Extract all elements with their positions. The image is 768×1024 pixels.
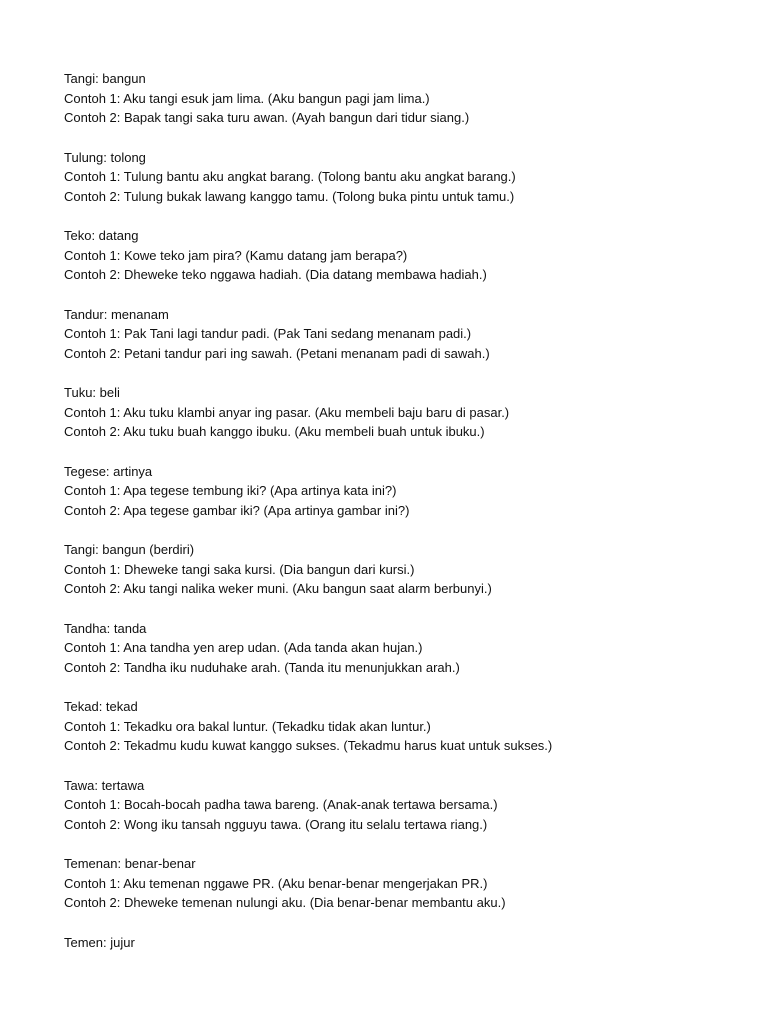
example-1: Contoh 1: Apa tegese tembung iki? (Apa artinya kata ini?) (64, 483, 397, 498)
entry-term: Tandur: menanam (64, 306, 169, 322)
entry-term: Teko: datang (64, 228, 139, 243)
document-body (64, 69, 744, 972)
entry-tandur (64, 305, 744, 364)
entry-tegese (64, 462, 744, 521)
entry-term: Tegese: artinya (64, 463, 153, 479)
example-2: Contoh 2: Aku tangi nalika weker muni. (Aku bangun saat alarm berbunyi.) (64, 581, 492, 596)
example-1: Contoh 1: Tulung bantu aku angkat barang. (Tolong bantu aku angkat barang.) (64, 169, 516, 184)
example-1: Contoh 1: Bocah-bocah padha tawa bareng. (Anak-anak tertawa bersama.) (64, 797, 498, 812)
entry-tangi (64, 69, 744, 128)
example-1: Contoh 1: Kowe teko jam pira? (Kamu datang jam berapa?) (64, 247, 408, 263)
entry-tuku (64, 383, 744, 442)
entry-term: Tangi: bangun (64, 71, 146, 86)
entry-tekad (64, 697, 744, 756)
entry-term: Tulung: tolong (64, 149, 146, 165)
example-1: Contoh 1: Aku tuku klambi anyar ing pasar. (Aku membeli baju baru di pasar.) (64, 404, 510, 420)
example-2: Contoh 2: Aku tuku buah kanggo ibuku. (Aku membeli buah untuk ibuku.) (64, 424, 485, 439)
example-2: Contoh 2: Wong iku tansah ngguyu tawa. (Orang itu selalu tertawa riang.) (64, 816, 488, 832)
entry-temen (64, 933, 744, 953)
entry-term: Temen: jujur (64, 934, 135, 950)
entry-term: Tuku: beli (64, 385, 120, 400)
entry-term: Tekad: tekad (64, 699, 138, 714)
entry-term: Temenan: benar-benar (64, 856, 196, 871)
entry-term: Tandha: tanda (64, 620, 147, 636)
example-1: Contoh 1: Dheweke tangi saka kursi. (Dia bangun dari kursi.) (64, 561, 415, 577)
entry-term: Tangi: bangun (berdiri) (64, 542, 195, 557)
example-2: Contoh 2: Tekadmu kudu kuwat kanggo sukses. (Tekadmu harus kuat untuk sukses.) (64, 738, 553, 753)
entry-tawa (64, 776, 744, 835)
example-1: Contoh 1: Pak Tani lagi tandur padi. (Pak Tani sedang menanam padi.) (64, 326, 472, 341)
example-1: Contoh 1: Aku tangi esuk jam lima. (Aku bangun pagi jam lima.) (64, 90, 430, 106)
example-1: Contoh 1: Aku temenan nggawe PR. (Aku benar-benar mengerjakan PR.) (64, 875, 488, 891)
entry-tangi-berdiri (64, 540, 744, 599)
entry-tandha (64, 619, 744, 678)
example-2: Contoh 2: Bapak tangi saka turu awan. (Ayah bangun dari tidur siang.) (64, 110, 470, 125)
entry-term: Tawa: tertawa (64, 777, 145, 793)
entry-tulung (64, 148, 744, 207)
example-2: Contoh 2: Dheweke temenan nulungi aku. (Dia benar-benar membantu aku.) (64, 895, 506, 910)
example-1: Contoh 1: Ana tandha yen arep udan. (Ada tanda akan hujan.) (64, 640, 423, 655)
example-2: Contoh 2: Dheweke teko nggawa hadiah. (Dia datang membawa hadiah.) (64, 267, 487, 282)
entry-teko (64, 226, 744, 285)
entry-temenan (64, 854, 744, 913)
example-2: Contoh 2: Tandha iku nuduhake arah. (Tanda itu menunjukkan arah.) (64, 659, 460, 675)
example-2: Contoh 2: Apa tegese gambar iki? (Apa artinya gambar ini?) (64, 502, 410, 518)
example-2: Contoh 2: Tulung bukak lawang kanggo tamu. (Tolong buka pintu untuk tamu.) (64, 188, 515, 204)
example-2: Contoh 2: Petani tandur pari ing sawah. (Petani menanam padi di sawah.) (64, 345, 490, 361)
example-1: Contoh 1: Tekadku ora bakal luntur. (Tekadku tidak akan luntur.) (64, 718, 431, 734)
